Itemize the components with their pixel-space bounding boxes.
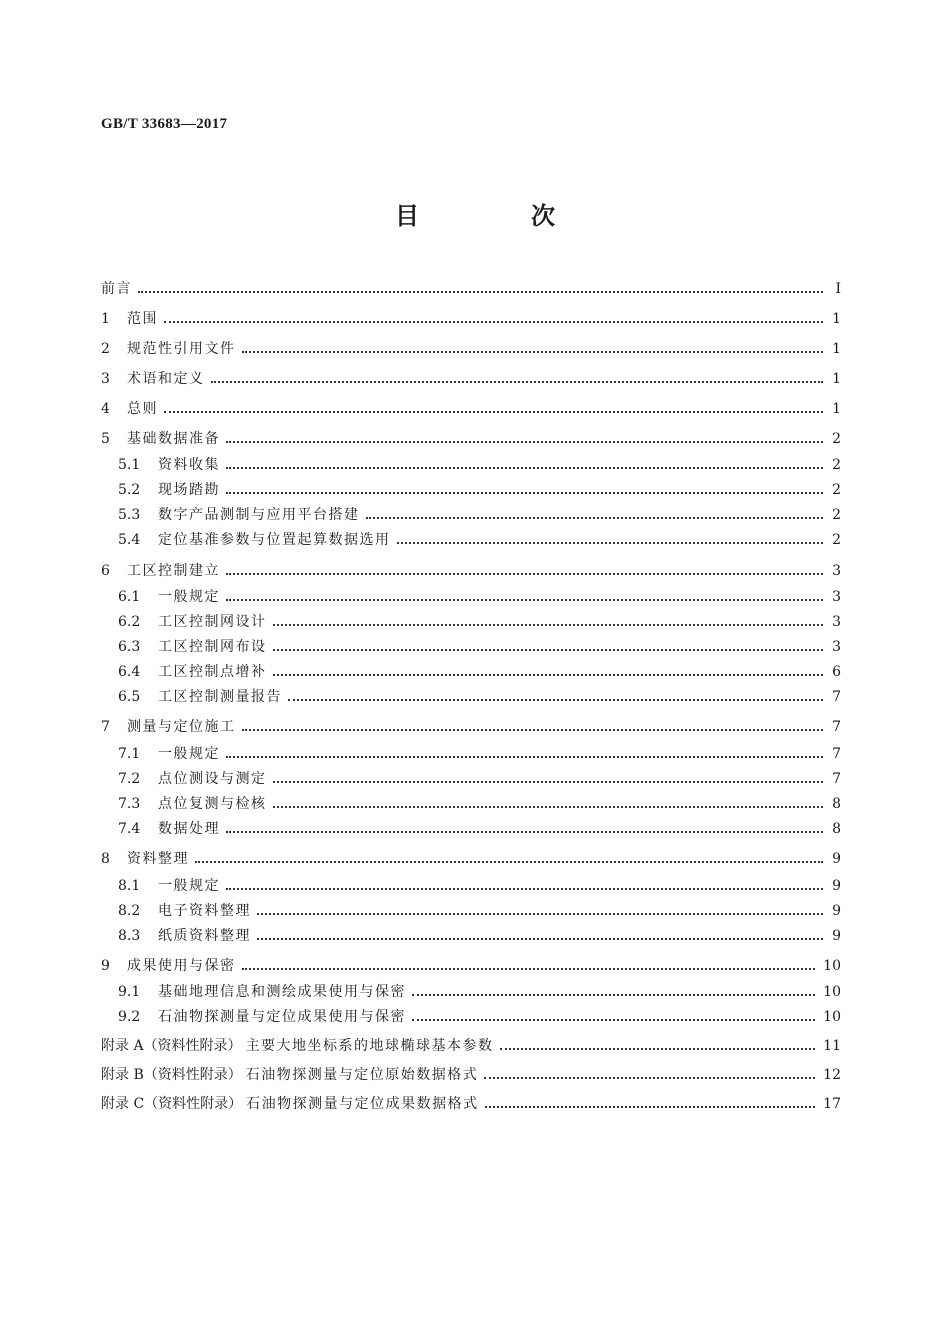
toc-entry-label: 数字产品测制与应用平台搭建 [158, 507, 360, 523]
toc-entry[interactable] [101, 1089, 841, 1113]
toc-entry[interactable] [101, 424, 841, 448]
toc-entry[interactable] [118, 814, 841, 838]
toc-entry-label: 石油物探测量与定位成果使用与保密 [158, 1009, 406, 1025]
toc-entry-label: 范围 [127, 311, 158, 327]
toc-entry[interactable] [118, 657, 841, 681]
toc-entry-number: 6.2 [118, 614, 141, 630]
toc-leader-dots [484, 1077, 815, 1079]
toc-entry-label: 数据处理 [158, 821, 220, 837]
toc-entry[interactable] [101, 1031, 841, 1055]
toc-entry-number: 8.1 [118, 878, 141, 894]
toc-entry-label: 前言 [101, 281, 132, 297]
toc-entry[interactable] [101, 274, 841, 298]
toc-entry-page: 3 [832, 614, 841, 630]
toc-entry[interactable] [118, 764, 841, 788]
toc-entry-label: 规范性引用文件 [127, 341, 236, 357]
toc-entry-page: 8 [832, 796, 841, 812]
toc-entry-label: 总则 [127, 401, 158, 417]
toc-entry-page: 1 [832, 401, 841, 417]
toc-entry[interactable] [101, 844, 841, 868]
toc-entry[interactable] [118, 739, 841, 763]
toc-entry-page: 7 [832, 689, 841, 705]
toc-entry[interactable] [101, 394, 841, 418]
toc-leader-dots [138, 291, 823, 293]
toc-entry-label: 测量与定位施工 [127, 719, 236, 735]
toc-entry[interactable] [118, 632, 841, 656]
toc-entry-page: 3 [832, 563, 841, 579]
toc-entry-page: 3 [832, 639, 841, 655]
toc-entry-number: 5.2 [118, 482, 141, 498]
toc-entry[interactable] [118, 682, 841, 706]
toc-entry-page: 7 [832, 771, 841, 787]
toc-leader-dots [412, 1019, 815, 1021]
toc-entry-number: 7.2 [118, 771, 141, 787]
toc-entry-page: 9 [832, 928, 841, 944]
toc-leader-dots [257, 913, 823, 915]
toc-entry-label: 基础数据准备 [127, 431, 220, 447]
toc-leader-dots [412, 994, 815, 996]
toc-entry[interactable] [118, 582, 841, 606]
toc-entry[interactable] [101, 951, 841, 975]
toc-entry-page: 10 [823, 1009, 841, 1025]
toc-entry-label: 定位基准参数与位置起算数据选用 [158, 532, 391, 548]
toc-entry-label: 成果使用与保密 [127, 958, 236, 974]
toc-entry-label: 资料整理 [127, 851, 189, 867]
toc-leader-dots [226, 492, 823, 494]
toc-entry[interactable] [118, 921, 841, 945]
toc-entry[interactable] [101, 556, 841, 580]
toc-entry-number: 1 [101, 311, 110, 327]
toc-title: 目 次 [395, 201, 599, 230]
toc-leader-dots [164, 411, 823, 413]
toc-entry-label: 一般规定 [158, 589, 220, 605]
toc-entry-number: 5.1 [118, 457, 141, 473]
toc-leader-dots [273, 624, 824, 626]
toc-leader-dots [485, 1106, 816, 1108]
toc-entry-label: 工区控制测量报告 [158, 689, 282, 705]
toc-entry-page: 2 [832, 507, 841, 523]
toc-leader-dots [226, 888, 823, 890]
toc-leader-dots [242, 351, 824, 353]
toc-entry-page: 9 [832, 851, 841, 867]
toc-entry-page: 1 [832, 371, 841, 387]
toc-leader-dots [226, 573, 823, 575]
toc-entry-page: 9 [832, 878, 841, 894]
toc-entry[interactable] [101, 364, 841, 388]
toc-leader-dots [273, 649, 824, 651]
toc-entry-label: 工区控制点增补 [158, 664, 267, 680]
toc-entry[interactable] [118, 475, 841, 499]
toc-entry-page: 2 [832, 532, 841, 548]
toc-entry-page: 10 [823, 958, 841, 974]
toc-leader-dots [257, 938, 823, 940]
toc-entry-number: 8.2 [118, 903, 141, 919]
toc-entry-label: 石油物探测量与定位成果数据格式 [246, 1096, 479, 1112]
toc-entry[interactable] [118, 450, 841, 474]
toc-entry-label: 点位测设与测定 [158, 771, 267, 787]
toc-entry-label: 工区控制建立 [127, 563, 220, 579]
toc-entry-page: 2 [832, 457, 841, 473]
toc-entry-page: 7 [832, 746, 841, 762]
toc-leader-dots [226, 599, 823, 601]
toc-entry-number: 9.2 [118, 1009, 141, 1025]
toc-leader-dots [366, 517, 824, 519]
toc-entry-page: 9 [832, 903, 841, 919]
toc-entry-label: 现场踏勘 [158, 482, 220, 498]
toc-leader-dots [500, 1048, 816, 1050]
toc-entry[interactable] [118, 871, 841, 895]
toc-entry[interactable] [118, 896, 841, 920]
toc-entry-number: 附录 A（资料性附录） [101, 1038, 242, 1054]
toc-entry-page: 12 [823, 1067, 841, 1083]
toc-entry-page: 11 [823, 1038, 841, 1054]
toc-leader-dots [273, 674, 824, 676]
toc-leader-dots [226, 441, 823, 443]
toc-leader-dots [273, 781, 824, 783]
toc-entry-number: 6.1 [118, 589, 141, 605]
toc-entry-label: 石油物探测量与定位原始数据格式 [245, 1067, 479, 1083]
toc-leader-dots [288, 699, 823, 701]
toc-entry-number: 4 [101, 401, 110, 417]
toc-entry[interactable] [118, 607, 841, 631]
toc-entry[interactable] [101, 334, 841, 358]
toc-entry-number: 5.3 [118, 507, 141, 523]
toc-leader-dots [226, 756, 823, 758]
toc-entry-page: 2 [832, 431, 841, 447]
toc-entry-number: 7 [101, 719, 110, 735]
toc-entry-number: 附录 C（资料性附录） [101, 1096, 243, 1112]
toc-entry-number: 5.4 [118, 532, 141, 548]
toc-entry-label: 主要大地坐标系的地球椭球基本参数 [245, 1038, 494, 1054]
toc-entry[interactable] [118, 977, 841, 1001]
toc-entry-label: 电子资料整理 [158, 903, 251, 919]
toc-entry[interactable] [118, 525, 841, 549]
toc-entry-number: 9 [101, 958, 110, 974]
toc-entry-label: 一般规定 [158, 878, 220, 894]
toc-entry-number: 6.3 [118, 639, 141, 655]
toc-leader-dots [164, 321, 823, 323]
toc-entry[interactable] [118, 789, 841, 813]
toc-leader-dots [195, 861, 823, 863]
toc-entry[interactable] [101, 1060, 841, 1084]
toc-entry-number: 5 [101, 431, 110, 447]
toc-entry-page: 3 [832, 589, 841, 605]
toc-entry-label: 基础地理信息和测绘成果使用与保密 [158, 984, 406, 1000]
toc-entry-page: 2 [832, 482, 841, 498]
toc-entry-number: 6.4 [118, 664, 141, 680]
toc-entry-number: 附录 B（资料性附录） [101, 1067, 242, 1083]
toc-entry[interactable] [118, 1002, 841, 1026]
toc-entry-number: 7.3 [118, 796, 141, 812]
toc-entry-page: 7 [832, 719, 841, 735]
toc-leader-dots [242, 729, 824, 731]
toc-entry-label: 资料收集 [158, 457, 220, 473]
toc-leader-dots [273, 806, 824, 808]
toc-leader-dots [211, 381, 824, 383]
toc-entry-number: 3 [101, 371, 110, 387]
toc-entry-page: 8 [832, 821, 841, 837]
toc-entry-label: 术语和定义 [127, 371, 205, 387]
toc-entry-number: 7.1 [118, 746, 141, 762]
toc-entry-number: 8.3 [118, 928, 141, 944]
toc-entry-page: 10 [823, 984, 841, 1000]
toc-entry-label: 工区控制网布设 [158, 639, 267, 655]
toc-entry-number: 9.1 [118, 984, 141, 1000]
toc-leader-dots [226, 467, 823, 469]
toc-entry-page: 6 [832, 664, 841, 680]
toc-entry[interactable] [118, 500, 841, 524]
toc-leader-dots [226, 831, 823, 833]
toc-entry-page: 1 [832, 311, 841, 327]
toc-entry-number: 8 [101, 851, 110, 867]
toc-entry-label: 纸质资料整理 [158, 928, 251, 944]
toc-entry-label: 点位复测与检核 [158, 796, 267, 812]
toc-entry-label: 工区控制网设计 [158, 614, 267, 630]
toc-entry-number: 6.5 [118, 689, 141, 705]
standard-code: GB/T 33683—2017 [101, 116, 228, 132]
toc-entry-number: 7.4 [118, 821, 141, 837]
toc-entry[interactable] [101, 712, 841, 736]
toc-entry[interactable] [101, 304, 841, 328]
toc-entry-number: 6 [101, 563, 110, 579]
toc-entry-page: Ⅰ [835, 281, 841, 297]
toc-entry-label: 一般规定 [158, 746, 220, 762]
toc-entry-page: 17 [823, 1096, 841, 1112]
toc-leader-dots [242, 968, 816, 970]
toc-entry-page: 1 [832, 341, 841, 357]
toc-entry-number: 2 [101, 341, 110, 357]
toc-leader-dots [397, 542, 824, 544]
